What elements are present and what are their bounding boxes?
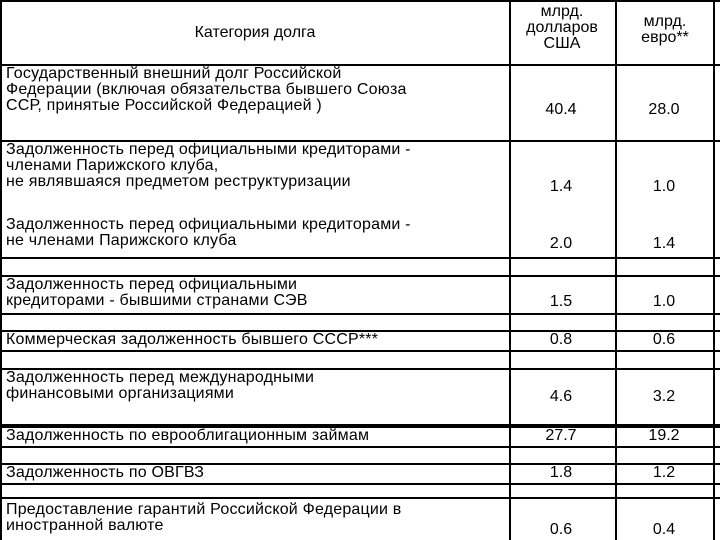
row-eur-value: 1.0: [652, 178, 676, 195]
row-usd-value: 1.5: [549, 293, 573, 310]
row-usd-value: 40.4: [545, 101, 577, 118]
rule-left: [0, 0, 2, 540]
rule-top: [0, 0, 720, 2]
rule-row-6a: [0, 350, 720, 352]
row-eur-value: 1.0: [652, 293, 676, 310]
row-eur-value: 3.2: [652, 388, 676, 405]
row-eur-value: 1.2: [652, 464, 676, 481]
row-eur-value: 0.4: [652, 521, 676, 538]
rule-row-9b: [0, 497, 720, 499]
rule-right: [713, 0, 715, 540]
row-eur-value: 1.4: [652, 235, 676, 252]
row-category: Предоставление гарантий Российской Федерации в иностранной валюте: [6, 501, 402, 534]
row-category: Коммерческая задолженность бывшего СССР***: [6, 331, 379, 348]
row-usd-value: 27.7: [545, 427, 577, 444]
row-category: Задолженность перед официальными кредиторами - не членами Парижского клуба: [6, 216, 411, 249]
row-category: Государственный внешний долг Российской Федерации (включая обязательства бывшего Союза ССР, принятые Российской Федерацией ): [6, 65, 407, 114]
header-eur: млрд. евро**: [641, 13, 689, 46]
rule-row-5a: [0, 313, 720, 315]
row-category: Задолженность по еврооблигационным займам: [6, 427, 370, 444]
row-category: Задолженность перед официальными кредиторами - членами Парижского клуба, не являвшаяся предметом реструктуризации: [6, 141, 411, 190]
row-usd-value: 4.6: [549, 388, 573, 405]
row-eur-value: 0.6: [652, 331, 676, 348]
rule-col-eur: [615, 0, 617, 540]
row-category: Задолженность перед официальными кредиторами - бывшими странами СЭВ: [6, 276, 308, 309]
rule-row-8a: [0, 446, 720, 448]
rule-row-3: [0, 257, 720, 259]
row-usd-value: 0.8: [549, 331, 573, 348]
rule-row-9a: [0, 483, 720, 485]
row-usd-value: 1.8: [549, 464, 573, 481]
rule-col-usd: [509, 0, 511, 540]
row-eur-value: 19.2: [648, 427, 680, 444]
row-category: Задолженность по ОВГВЗ: [6, 464, 205, 481]
row-usd-value: 0.6: [549, 521, 573, 538]
header-usd: млрд. долларов США: [526, 3, 598, 52]
row-eur-value: 28.0: [648, 101, 680, 118]
row-usd-value: 1.4: [549, 178, 573, 195]
row-category: Задолженность перед международными финансовыми организациями: [6, 369, 315, 402]
header-category: Категория долга: [194, 24, 316, 41]
row-usd-value: 2.0: [549, 235, 573, 252]
